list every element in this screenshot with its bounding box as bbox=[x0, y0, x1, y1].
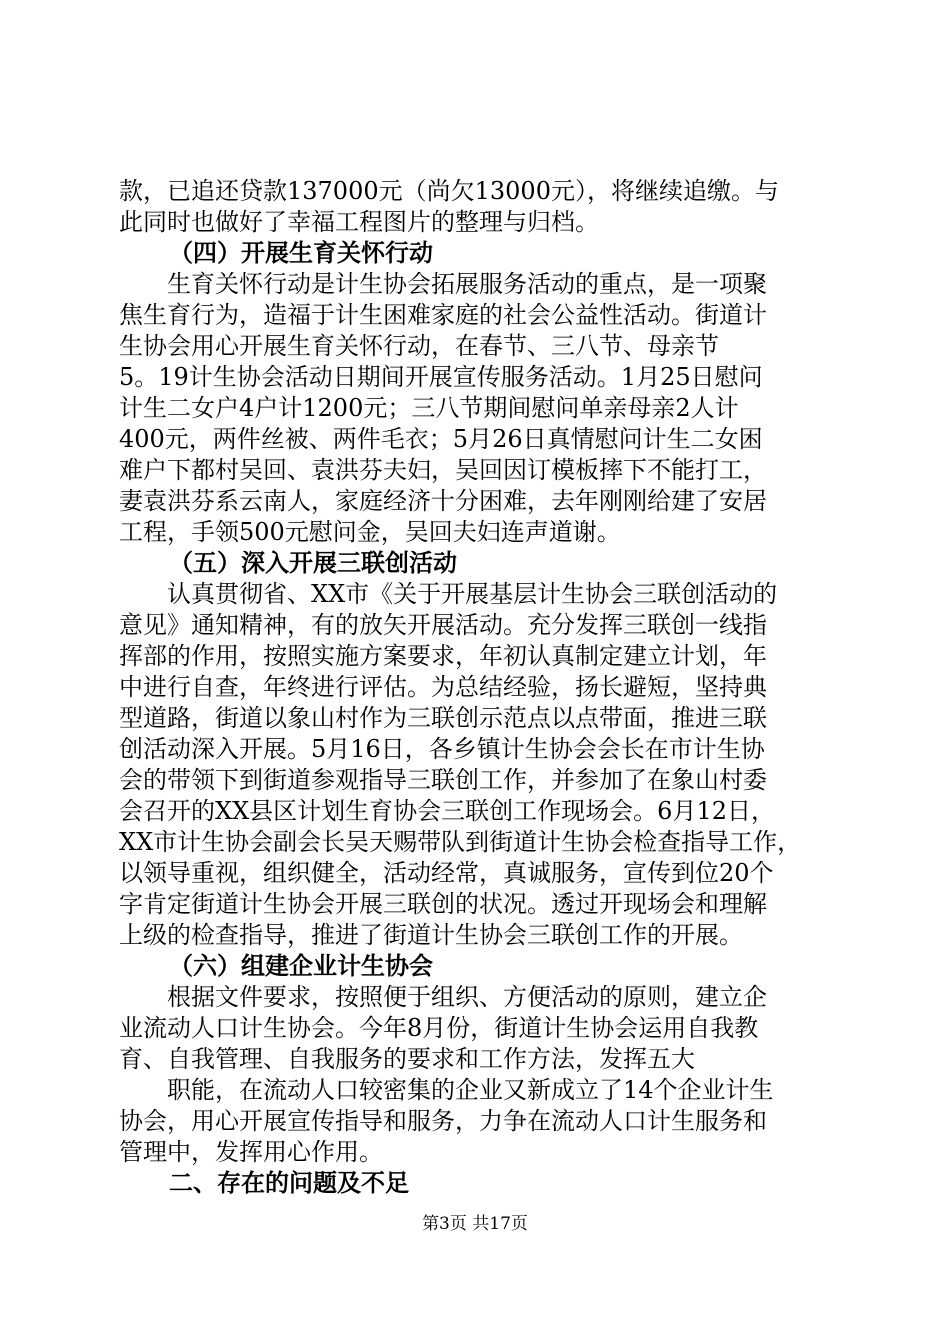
paragraph-line: 育、自我管理、自我服务的要求和工作方法，发挥五大 bbox=[119, 1045, 695, 1073]
paragraph-line: 以领导重视，组织健全，活动经常，真诚服务，宣传到位20个 bbox=[119, 859, 774, 887]
paragraph-line: 字肯定街道计生协会开展三联创的状况。透过开现场会和理解 bbox=[119, 890, 767, 918]
paragraph-line: 上级的检查指导，推进了街道计生协会三联创工作的开展。 bbox=[119, 921, 743, 949]
paragraph-line: 款，已追还贷款137000元（尚欠13000元），将继续追缴。与 bbox=[119, 177, 779, 205]
paragraph-line: 创活动深入开展。5月16日，各乡镇计生协会会长在市计生协 bbox=[119, 735, 765, 763]
paragraph-line: 会召开的XX县区计划生育协会三联创工作现场会。6月12日， bbox=[119, 797, 775, 825]
paragraph-line: 400元，两件丝被、两件毛衣；5月26日真情慰问计生二女困 bbox=[119, 425, 763, 453]
section-heading: （四）开展生育关怀行动 bbox=[169, 239, 433, 267]
paragraph-line: 认真贯彻省、XX市《关于开展基层计生协会三联创活动的 bbox=[167, 580, 778, 608]
paragraph-line: 生协会用心开展生育关怀行动，在春节、三八节、母亲节 bbox=[119, 332, 719, 360]
paragraph-line: 根据文件要求，按照便于组织、方便活动的原则，建立企 bbox=[167, 983, 767, 1011]
paragraph-line: 难户下都村吴回、袁洪芬夫妇，吴回因订模板摔下不能打工， bbox=[119, 456, 767, 484]
paragraph-line: 业流动人口计生协会。今年8月份，街道计生协会运用自我教 bbox=[119, 1014, 759, 1042]
paragraph-line: XX市计生协会副会长吴天赐带队到街道计生协会检查指导工作， bbox=[119, 828, 802, 856]
section-heading: （五）深入开展三联创活动 bbox=[169, 549, 457, 577]
paragraph-line: 意见》通知精神，有的放矢开展活动。充分发挥三联创一线指 bbox=[119, 611, 767, 639]
section-heading: （六）组建企业计生协会 bbox=[169, 952, 433, 980]
section-heading: 二、存在的问题及不足 bbox=[169, 1169, 409, 1197]
document-body bbox=[119, 176, 831, 1199]
paragraph-line: 管理中，发挥用心作用。 bbox=[119, 1138, 383, 1166]
paragraph-line: 型道路，街道以象山村作为三联创示范点以点带面，推进三联 bbox=[119, 704, 767, 732]
paragraph-line: 妻袁洪芬系云南人，家庭经济十分困难，去年刚刚给建了安居 bbox=[119, 487, 767, 515]
paragraph-line: 会的带领下到街道参观指导三联创工作，并参加了在象山村委 bbox=[119, 766, 767, 794]
paragraph-line: 工程，手领500元慰问金，吴回夫妇连声道谢。 bbox=[119, 518, 621, 546]
paragraph-line: 生育关怀行动是计生协会拓展服务活动的重点，是一项聚 bbox=[167, 270, 767, 298]
paragraph-line: 职能，在流动人口较密集的企业又新成立了14个企业计生 bbox=[167, 1076, 774, 1104]
page-footer: 第3页 共17页 bbox=[422, 1214, 528, 1234]
paragraph-line: 此同时也做好了幸福工程图片的整理与归档。 bbox=[119, 208, 599, 236]
paragraph-line: 挥部的作用，按照实施方案要求，年初认真制定建立计划，年 bbox=[119, 642, 767, 670]
paragraph-line: 计生二女户4户计1200元；三八节期间慰问单亲母亲2人计 bbox=[119, 394, 739, 422]
paragraph-line: 5。19计生协会活动日期间开展宣传服务活动。1月25日慰问 bbox=[119, 363, 763, 391]
paragraph-line: 焦生育行为，造福于计生困难家庭的社会公益性活动。街道计 bbox=[119, 301, 767, 329]
paragraph-line: 中进行自查，年终进行评估。为总结经验，扬长避短，坚持典 bbox=[119, 673, 767, 701]
paragraph-line: 协会，用心开展宣传指导和服务，力争在流动人口计生服务和 bbox=[119, 1107, 767, 1135]
